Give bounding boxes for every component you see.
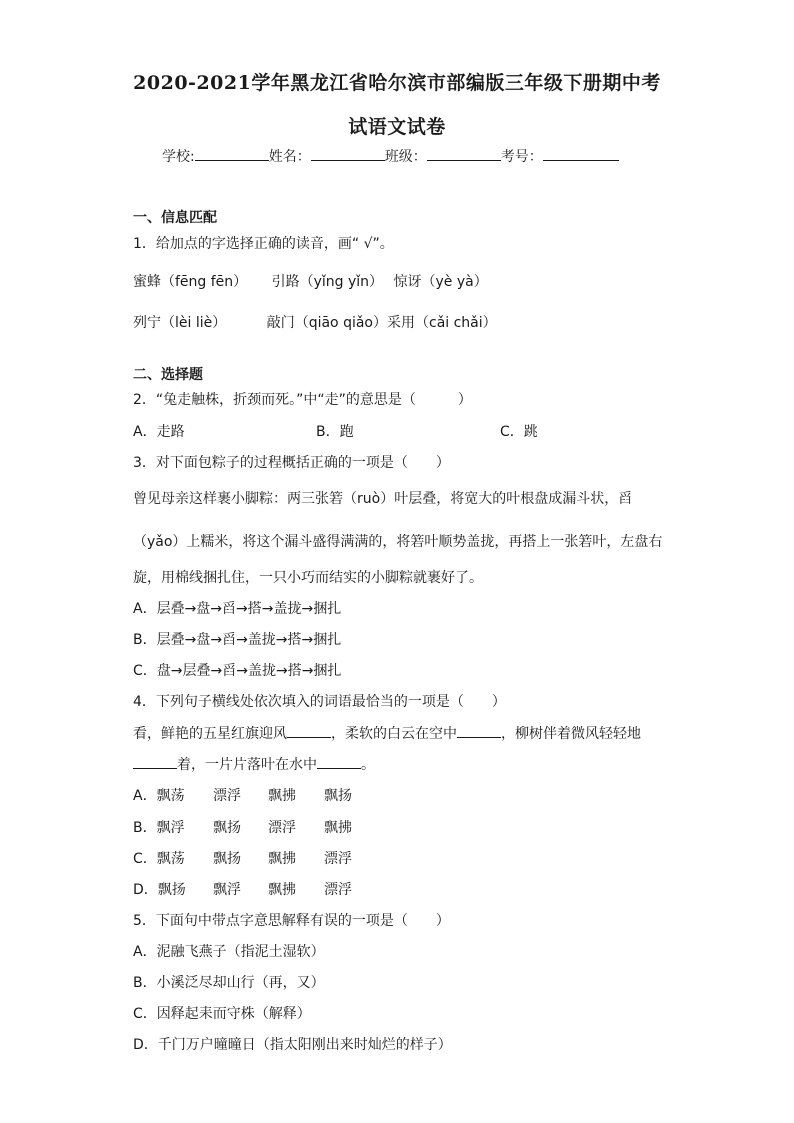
option-word: 飘扬 (213, 851, 241, 867)
option-word: 漂浮 (268, 820, 296, 836)
school-blank[interactable] (195, 148, 269, 161)
option-word: 漂浮 (213, 788, 241, 804)
pinyin-item: 列宁（lèi liè） (133, 315, 227, 331)
pinyin-item: 蜜蜂（fēng fēn） (133, 274, 248, 290)
passage-line: 曾见母亲这样裹小脚粽：两三张箬（ruò）叶层叠，将宽大的叶根盘成漏斗状，舀 (133, 491, 633, 507)
option-a[interactable]: A．层叠→盘→舀→搭→盖拢→捆扎 (133, 601, 342, 617)
question-stem: 5．下面句中带点字意思解释有误的一项是（ ） (133, 913, 450, 929)
option-b[interactable]: B．跑 (316, 424, 354, 440)
sentence-part: ，柳树伴着微风轻轻地 (501, 726, 641, 742)
question-stem: 1．给加点的字选择正确的读音，画“ √”。 (133, 236, 394, 252)
option-c[interactable]: C．因释起耒而守株（解释） (133, 1006, 311, 1022)
fill-sentence-line-1 (133, 723, 641, 743)
option-word: 飘拂 (324, 820, 352, 836)
section-heading: 一、信息匹配 (133, 210, 217, 226)
passage-line: 旋，用棉线捆扎住，一只小巧而结实的小脚粽就裹好了。 (133, 570, 483, 586)
question-stem: 2．“兔走触株，折颈而死。”中“走”的意思是（ ） (133, 392, 472, 408)
option-word: 飘拂 (268, 788, 296, 804)
class-label: 班级： (384, 149, 427, 165)
section-heading: 二、选择题 (133, 367, 203, 383)
answer-blank[interactable] (317, 756, 361, 769)
question-stem: 4．下列句子横线处依次填入的词语最恰当的一项是（ ） (133, 694, 506, 710)
sentence-part: 。 (361, 757, 375, 773)
number-label: 考号： (500, 149, 543, 165)
option-label: A．飘荡 (133, 788, 185, 804)
answer-blank[interactable] (287, 725, 331, 738)
option-label: C．飘荡 (133, 851, 185, 867)
pinyin-item: 引路（yǐng yǐn） (271, 274, 384, 290)
option-word: 飘拂 (268, 851, 296, 867)
pinyin-item: 惊讶（yè yà） (393, 274, 488, 290)
option-a[interactable] (133, 785, 352, 805)
option-label: B．飘浮 (133, 820, 185, 836)
sentence-part: ，柔软的白云在空中 (331, 726, 457, 742)
sentence-part: 看，鲜艳的五星红旗迎风 (133, 726, 287, 742)
option-c[interactable] (133, 848, 352, 868)
option-word: 漂浮 (324, 851, 352, 867)
answer-blank[interactable] (457, 725, 501, 738)
option-b[interactable]: B．层叠→盘→舀→盖拢→搭→捆扎 (133, 632, 342, 648)
student-info-row (162, 146, 619, 166)
class-blank[interactable] (427, 148, 501, 161)
name-label: 姓名： (268, 149, 311, 165)
option-word: 飘扬 (324, 788, 352, 804)
page-title: 2020-2021学年黑龙江省哈尔滨市部编版三年级下册期中考 (133, 72, 661, 94)
pinyin-row-1 (133, 271, 488, 291)
option-a[interactable]: A．走路 (133, 424, 185, 440)
page-title-continued: 试语文试卷 (348, 116, 446, 138)
school-label: 学校: (162, 149, 195, 165)
question-stem: 3．对下面包粽子的过程概括正确的一项是（ ） (133, 455, 450, 471)
pinyin-row-2 (133, 312, 497, 332)
sentence-part: 着，一片片落叶在水中 (177, 757, 317, 773)
option-word: 飘浮 (213, 882, 241, 898)
option-label: D．飘扬 (133, 882, 186, 898)
option-word: 飘扬 (213, 820, 241, 836)
option-d[interactable] (133, 879, 352, 899)
option-a[interactable]: A．泥融飞燕子（指泥土湿软） (133, 944, 325, 960)
option-b[interactable] (133, 817, 352, 837)
option-word: 漂浮 (324, 882, 352, 898)
answer-blank[interactable] (133, 756, 177, 769)
option-word: 飘拂 (268, 882, 296, 898)
option-c[interactable]: C．跳 (500, 424, 538, 440)
option-c[interactable]: C．盘→层叠→舀→盖拢→搭→捆扎 (133, 663, 342, 679)
passage-line: （yǎo）上糯米，将这个漏斗盛得满满的，将箬叶顺势盖拢，再搭上一张箬叶，左盘右 (133, 534, 663, 550)
number-blank[interactable] (543, 148, 619, 161)
name-blank[interactable] (311, 148, 385, 161)
option-d[interactable]: D．千门万户曈曈日（指太阳刚出来时灿烂的样子） (133, 1037, 452, 1053)
fill-sentence-line-2 (133, 754, 375, 774)
pinyin-item: 敲门（qiāo qiǎo）采用（cǎi chǎi） (266, 315, 497, 331)
option-b[interactable]: B．小溪泛尽却山行（再，又） (133, 975, 325, 991)
